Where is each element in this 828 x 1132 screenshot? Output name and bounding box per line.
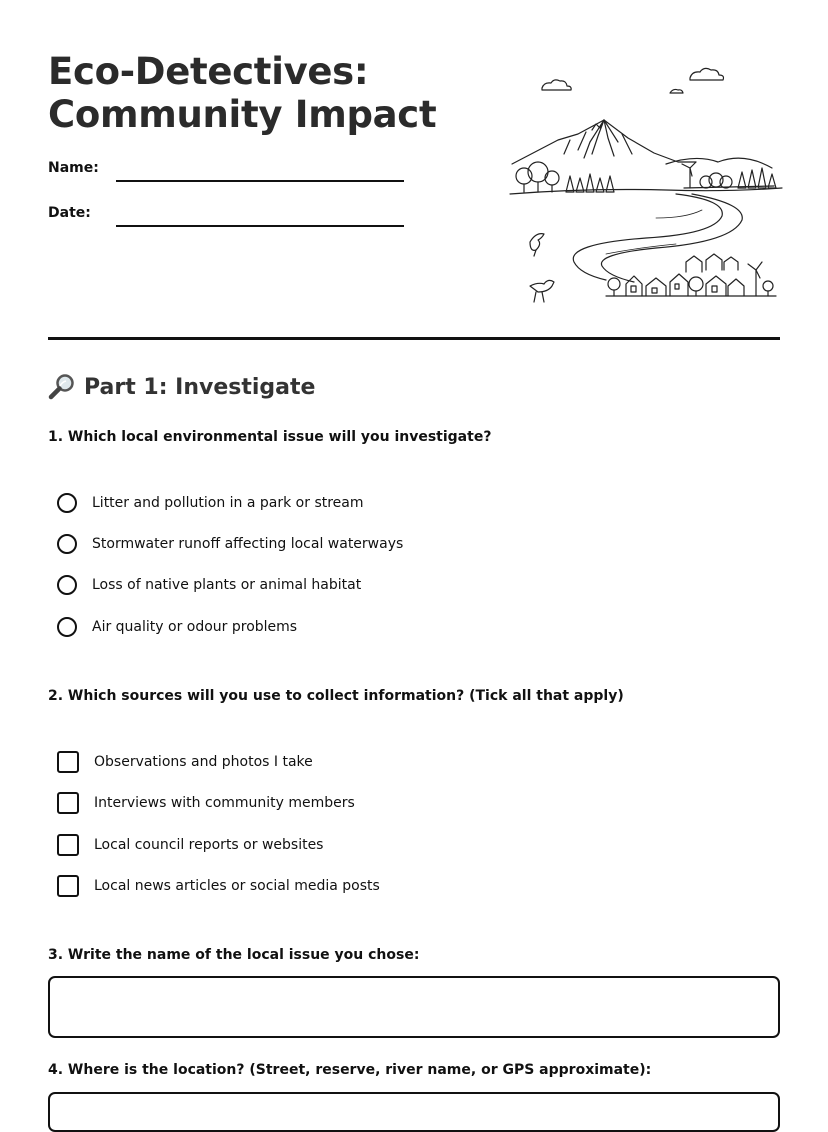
date-input-line[interactable] bbox=[116, 225, 404, 227]
q1-option-3[interactable] bbox=[57, 573, 361, 597]
title-line-1: Eco-Detectives: bbox=[48, 50, 369, 93]
q1-option-2-label: Stormwater runoff affecting local waterways bbox=[92, 536, 404, 552]
title-line-2: Community Impact bbox=[48, 93, 437, 136]
landscape-illustration bbox=[506, 58, 786, 310]
checkbox[interactable] bbox=[57, 834, 79, 856]
q1-option-3-label: Loss of native plants or animal habitat bbox=[92, 577, 362, 593]
q2-option-2[interactable] bbox=[57, 791, 355, 815]
radio-button[interactable] bbox=[57, 493, 77, 513]
q2-option-3[interactable] bbox=[57, 833, 323, 857]
worksheet-title bbox=[48, 50, 436, 136]
name-label: Name: bbox=[48, 160, 99, 176]
question-4: 4. Where is the location? (Street, reserve, river name, or GPS approximate): bbox=[48, 1062, 652, 1078]
q2-option-1-label: Observations and photos I take bbox=[94, 754, 313, 770]
q1-option-1[interactable] bbox=[57, 491, 364, 515]
q1-option-4[interactable] bbox=[57, 615, 297, 639]
radio-button[interactable] bbox=[57, 534, 77, 554]
q2-option-1[interactable] bbox=[57, 750, 313, 774]
question-1: 1. Which local environmental issue will you investigate? bbox=[48, 429, 492, 445]
question-3: 3. Write the name of the local issue you chose: bbox=[48, 947, 420, 963]
radio-button[interactable] bbox=[57, 575, 77, 595]
radio-button[interactable] bbox=[57, 617, 77, 637]
date-label: Date: bbox=[48, 205, 91, 221]
name-input-line[interactable] bbox=[116, 180, 404, 182]
location-input[interactable] bbox=[48, 1092, 780, 1132]
magnifying-glass-icon bbox=[48, 373, 76, 401]
q1-option-2[interactable] bbox=[57, 532, 403, 556]
q2-option-4-label: Local news articles or social media posts bbox=[94, 878, 380, 894]
q1-option-4-label: Air quality or odour problems bbox=[92, 619, 298, 635]
q2-option-4[interactable] bbox=[57, 874, 380, 898]
question-2: 2. Which sources will you use to collect information? (Tick all that apply) bbox=[48, 688, 624, 704]
issue-name-input[interactable] bbox=[48, 976, 780, 1038]
q2-option-3-label: Local council reports or websites bbox=[94, 837, 324, 853]
part-1-heading bbox=[48, 373, 315, 401]
q2-option-2-label: Interviews with community members bbox=[94, 795, 355, 811]
part-1-heading-text: Part 1: Investigate bbox=[84, 374, 316, 400]
checkbox[interactable] bbox=[57, 751, 79, 773]
checkbox[interactable] bbox=[57, 875, 79, 897]
header-divider bbox=[48, 337, 780, 340]
checkbox[interactable] bbox=[57, 792, 79, 814]
q1-option-1-label: Litter and pollution in a park or stream bbox=[92, 495, 364, 511]
